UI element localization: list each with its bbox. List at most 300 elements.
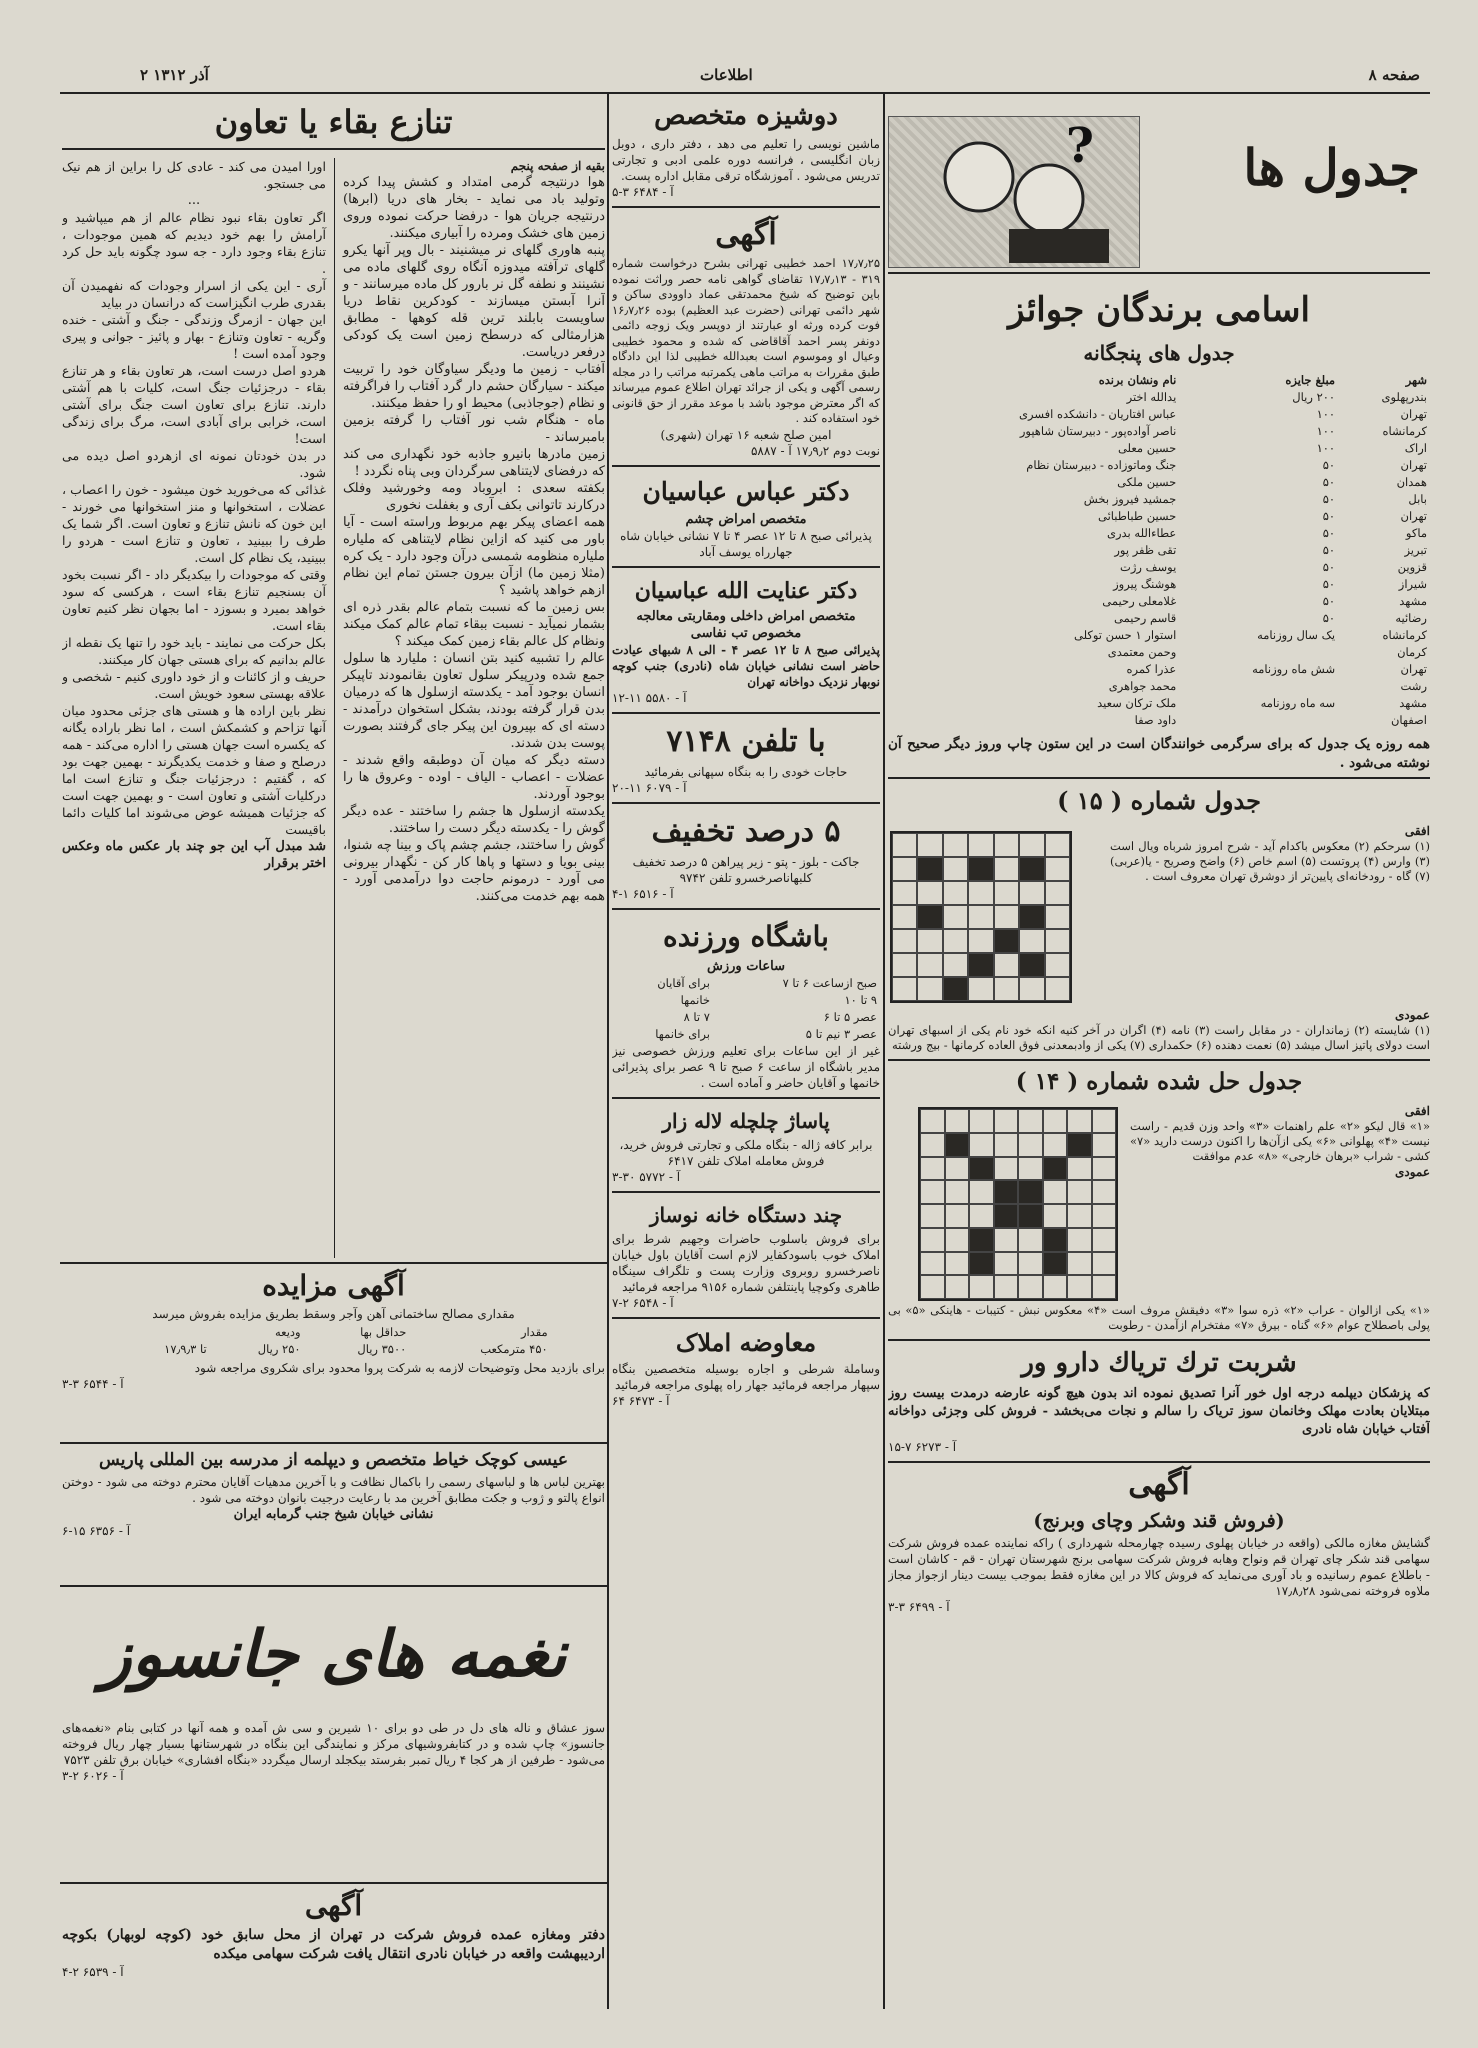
winners-cell: قزوین (1397, 560, 1427, 574)
crossword-cell[interactable] (917, 857, 942, 881)
article-column-right (343, 158, 605, 905)
crossword-cell[interactable] (1045, 857, 1070, 881)
crossword-cell (1067, 1204, 1092, 1228)
article-para: همه اعضای پیکر بهم مربوط وراسته است - آیا باور می کنید که ازاین نظام لایتناهی که ملیاره ملیاره منظومه شمسی درآن وجود دارد - یک کره (مثلا زمین ما) ازآن بیرون جستن تمام این نظام ازهم خواهد پاشید ؟ (343, 515, 605, 598)
crossword-cell (1067, 1133, 1092, 1157)
crossword-cell (969, 1252, 994, 1276)
winners-cell: مشهد (1399, 696, 1427, 710)
auction-h1: مقدار (520, 1325, 548, 1339)
crossword-cell (1067, 1157, 1092, 1181)
ad-secretary-body: ماشین نویسی را تعلیم می دهد ، دفتر داری ، دوبل زبان انگلیسی ، فرانسه دوره علمی ادبی و تجارتی تدریس می‌شود . آموزشگاه ترقی مقابل اداره پست. (612, 137, 880, 183)
gym-cell: برای آقایان (657, 975, 710, 990)
crossword-cell[interactable] (917, 977, 942, 1001)
winners-h-city: شهر (1405, 373, 1427, 387)
ad-sugar (888, 1463, 1430, 1615)
ad-inheritance-title: آگهی (715, 217, 777, 252)
crossword-cell[interactable] (943, 977, 968, 1001)
ad-doctor-enayat-title: دکتر عنایت الله عباسیان (634, 577, 858, 604)
crossword-cell[interactable] (892, 929, 917, 953)
crossword-cell[interactable] (1019, 977, 1044, 1001)
winners-row (888, 542, 1430, 559)
gym-cell: عصر ۳ نیم تا ۵ (805, 1026, 877, 1041)
crossword-cell[interactable] (943, 857, 968, 881)
winners-cell: قاسم رحیمی (1113, 611, 1177, 625)
faces-illustration-icon (889, 117, 1139, 267)
ad-doctor-abbas-body: پذیرائی صبح ۸ تا ۱۲ عصر ۴ تا ۷ نشانی خیابان شاه جهارراه یوسف آباد (620, 528, 872, 559)
ad-gym (612, 908, 880, 1091)
crossword-cell[interactable] (1019, 833, 1044, 857)
cw15-across-clues: (۱) سرحکم (۲) معکوس باکدام آید - شرح امروز شرباه ویال است (۳) وارس (۴) پروتست (۵) اسم خاص (۶) واضح وصریح - یا(عربی) (۷) گاه - رودخانه‌ای پایین‌تر از دوشرق تهران معروف است . (1110, 839, 1430, 883)
winners-cell: عباس افتاریان - دانشکده افسری (1019, 407, 1177, 421)
divider (888, 1059, 1430, 1061)
crossword-cell[interactable] (968, 977, 993, 1001)
ad-doctor-enayat-code: آ - ۵۵۸۰ ۱۱-۱۲ (612, 690, 687, 705)
crossword-cell[interactable] (994, 905, 1019, 929)
crossword-cell[interactable] (917, 953, 942, 977)
ad-sugar-title: آگهی (1128, 1467, 1190, 1502)
crossword-cell[interactable] (892, 857, 917, 881)
crossword-cell[interactable] (994, 953, 1019, 977)
crossword-cell (969, 1157, 994, 1181)
header-rule (60, 92, 1430, 94)
winners-row (888, 406, 1430, 423)
winners-cell: ۵۰ (1322, 492, 1336, 506)
ad-property-swap-title: معاوضه املاک (675, 1327, 817, 1357)
cw15-down-label: عمودی (1394, 1008, 1430, 1022)
crossword-cell (945, 1275, 970, 1299)
crossword-cell (1018, 1180, 1043, 1204)
winners-cell: حسین ملکی (1117, 475, 1177, 489)
crossword-cell (1067, 1252, 1092, 1276)
ad-secretary-title: دوشیزه متخصص (654, 101, 838, 131)
ad-property-swap-body: وساملة شرطی و اجاره بوسیله متخصصین بنگاه سپهار مراجعه فرمائید جهار راه پهلوی مراجعه فرمائید (612, 1361, 880, 1392)
crossword-cell (1092, 1228, 1117, 1252)
puzzle-banner (888, 96, 1430, 272)
ad-houses (612, 1191, 880, 1311)
ad-passage-title: پاساژ چلچله لاله زار (662, 1108, 830, 1133)
crossword-cell (969, 1228, 994, 1252)
winners-cell: کرمان (1397, 645, 1427, 659)
crossword-cell (1092, 1157, 1117, 1181)
winners-cell: تهران (1400, 407, 1427, 421)
crossword-cell[interactable] (968, 857, 993, 881)
article-para: حریف و از کائنات و از خود داوری کنیم - شخصی و علاقه بهستی سعود خویش است. (62, 669, 326, 701)
crossword-cell[interactable] (1045, 881, 1070, 905)
ad-tailor-addr: نشانی خیابان شیخ جنب گرمابه ایران (233, 1507, 434, 1522)
ad-doctor-abbas-title: دکتر عباس عباسیان (642, 476, 850, 506)
crossword-cell[interactable] (968, 929, 993, 953)
header-date: ۲ آذر ۱۳۱۲ (140, 66, 209, 84)
ad-gym-sub: ساعات ورزش (706, 958, 786, 974)
puzzle-column (888, 96, 1430, 2008)
crossword-cell[interactable] (1019, 953, 1044, 977)
section-rule-3 (60, 1585, 607, 1587)
winners-cell: هوشنگ پیروز (1113, 577, 1177, 591)
article-para: اورا امیدن می کند - عادی کل را براین از هم نیک می جستجو. (62, 159, 326, 191)
winners-cell: ۵۰ (1322, 526, 1336, 540)
ad-inheritance-body: ۱۷٫۷٫۲۵ احمد خطیبی تهرانی بشرح درخواست شماره ۳۱۹ - ۱۷٫۷٫۱۳ تقاضای گواهی نامه حصر وراثت نموده باین توضیح که شیخ محمدتقی عماد داوودی ساکن و شهر دائمی تهرانی (حضرت عبد العظیم) بوده ۱۶٫۷٫۲۶ فوت کرده ورثه او عبارتند از دوپسر ویک زوجه دائمی دونفر پسر احمد آقاقاضی که شده و محمود خطیبی وعیال او وموسوم است بعبدالله خطیبی لذا این دادگاه طبق مقررات به مراتب ماهی یکمرتبه مراتب را در مجله رسمی آگهی و یکی از جرائد تهران اطلاع عموم میرساند که اگر معترض موجود باشد با موعد مقرر از حق قانونی خود استفاده کند . (612, 256, 880, 425)
crossword-cell (1092, 1109, 1117, 1133)
winners-row (888, 389, 1430, 406)
crossword-cell[interactable] (994, 833, 1019, 857)
crossword-cell[interactable] (943, 833, 968, 857)
winners-cell: ناصر آواده‌پور - دبیرستان شاهپور (1019, 424, 1177, 438)
crossword-cell[interactable] (892, 977, 917, 1001)
winners-title: اسامی برندگان جوائز (1008, 290, 1310, 330)
crossword-cell (1092, 1275, 1117, 1299)
ad-opium-code: آ - ۶۲۷۳ ۷-۱۵ (888, 1440, 957, 1454)
article-para: آری - این یکی از اسرار وجودات که نفهمیدن آن بقدری طرب انگیزاست که درانسان در بیاید (62, 278, 326, 310)
crossword-cell[interactable] (892, 833, 917, 857)
puzzle-note: همه روزه یک جدول که برای سرگرمی خوانندگان است در این ستون چاپ وروز دیگر صحیح آن نوشته می‌شود . (888, 736, 1430, 771)
ad-store-title: آگهی (304, 1889, 363, 1922)
cw14-across-label: افقی (1404, 1104, 1430, 1118)
ad-auction-title: آگهی مزایده (262, 1269, 405, 1302)
winners-cell: مشهد (1399, 594, 1427, 608)
winners-cell: حسین معلی (1117, 441, 1177, 455)
crossword-cell (1018, 1275, 1043, 1299)
crossword-cell (945, 1252, 970, 1276)
crossword-cell[interactable] (1045, 833, 1070, 857)
crossword-cell (994, 1180, 1019, 1204)
winners-cell: ۱۰۰ (1316, 407, 1336, 421)
crossword-cell (1043, 1275, 1068, 1299)
crossword-cell[interactable] (994, 977, 1019, 1001)
auction-c3: ۲۵۰ ریال (257, 1342, 301, 1356)
crossword-cell[interactable] (994, 929, 1019, 953)
crossword-cell[interactable] (1019, 881, 1044, 905)
crossword-cell[interactable] (892, 953, 917, 977)
crossword-cell (994, 1157, 1019, 1181)
ad-property-swap-code: آ - ۶۴۷۳ ۶۴ (612, 1393, 670, 1408)
winners-cell (1179, 644, 1338, 661)
divider (888, 1339, 1430, 1341)
inner-rule (334, 158, 335, 1258)
article-para: پنبه هاوری گلهای نر میشنیند - بال وپر آنها یکرو گلهای ترآفته میدوزه آنگاه روی گلهای ماده می نشینند و نطفه گل نر بارور کل ماده میرسانند - و آنرا آبستن میسازند - کودکرین نقاط دریا ساویست بابلند ترین قله کوهها - مطابق هزارمثالی که درسطح زمین است یک کودکی درفعر دریاست. (343, 243, 605, 360)
ad-sugar-sub: (فروش قند وشکر وچای وبرنج) (1033, 1510, 1285, 1532)
ad-store (62, 1886, 605, 2006)
article-para: هوا درنتیجه گرمی امتداد و کشش پیدا کرده وتولید باد می نماید - بخار های دریا (ابرها) درنتیجه جریان هوا - درفضا حرکت نموده وروی زمین های خشک ومرده را آبیاری میکنند. (343, 175, 605, 241)
divider (888, 777, 1430, 779)
winners-cell: ۵۰ (1322, 509, 1336, 523)
article-para: هردو اصل درست است، هر تعاون بقاء و هر تنازع بقاء - درجزئیات جنگ است، کلیات با هم آشتی دارند. تنازع برای تعاون است جنگ برای آشتی است، خرابی برای آبادی است، مرگ برای زندگی است! (62, 363, 326, 446)
ad-auction-code: آ - ۶۵۴۴ ۳-۳ (62, 1377, 124, 1391)
crossword-cell (1018, 1109, 1043, 1133)
winners-subtitle: جدول های پنجگانه (1083, 341, 1235, 365)
crossword-cell[interactable] (968, 953, 993, 977)
ad-discount-body: جاکت - بلوز - پتو - زیر پیراهن ۵ درصد تخفیف کلبهاناصرخسرو تلفن ۹۷۴۲ (632, 854, 860, 885)
winners-row (888, 644, 1430, 661)
crossword-cell[interactable] (994, 857, 1019, 881)
article-para: بکل حرکت می نمایند - باید خود را تنها یک نقطه از عالم بدانیم که برای هستی جهان کار میکنند. (62, 635, 326, 667)
crossword-cell (920, 1204, 945, 1228)
crossword-cell[interactable] (1045, 953, 1070, 977)
crossword-cell[interactable] (917, 905, 942, 929)
divider (888, 1461, 1430, 1463)
winners-cell: تقی ظفر پور (1114, 543, 1177, 557)
crossword-cell (969, 1204, 994, 1228)
crossword-cell (1092, 1252, 1117, 1276)
winners-cell (1179, 712, 1338, 729)
winners-row (888, 508, 1430, 525)
section-rule-1 (60, 1262, 607, 1264)
crossword-cell[interactable] (917, 881, 942, 905)
crossword-cell[interactable] (1019, 929, 1044, 953)
ad-doctor-enayat-sub: متخصص امراض داخلی ومقاربتی معالجه مخصوص تب نفاسی (636, 608, 856, 641)
ad-inheritance (612, 206, 880, 459)
crossword-cell (1043, 1204, 1068, 1228)
winners-cell: تهران (1400, 509, 1427, 523)
winners-cell: بابل (1408, 492, 1427, 506)
page-number: صفحه ۸ (1368, 66, 1420, 84)
crossword-cell[interactable] (943, 905, 968, 929)
ad-discount-code: آ - ۶۵۱۶ ۱-۴ (612, 886, 674, 901)
puzzle-section-title: جدول ها (1243, 138, 1420, 197)
winners-cell: جمشید فیروز بخش (1083, 492, 1177, 506)
continued-note: بقیه از صفحه پنجم (510, 159, 605, 173)
crossword-cell[interactable] (943, 953, 968, 977)
winners-cell: ۵۰ (1322, 594, 1336, 608)
article-para: بس زمین ما که نسبت بتمام عالم بقدر ذره ای بشمار نمیآید - نسبت ببقاء تمام عالم کمک میکند ونظام کل عالم بقاء زمین کمک میکند ؟ (343, 600, 605, 649)
ad-discount (612, 802, 880, 902)
ad-passage-code: آ - ۵۷۷۲ ۳۰-۳ (612, 1169, 681, 1184)
crossword-cell[interactable] (1019, 857, 1044, 881)
middle-column (612, 96, 880, 2008)
gym-cell: خانمها (680, 992, 710, 1007)
winners-cell: تبریز (1404, 543, 1427, 557)
winners-cell: همدان (1396, 475, 1427, 489)
winners-cell: ۵۰ (1322, 475, 1336, 489)
crossword-cell (1018, 1228, 1043, 1252)
ad-songs (62, 1590, 605, 1880)
ad-tailor-title: عیسی کوچک خیاط متخصص و دیپلمه از مدرسه بین المللی پاریس (99, 1450, 568, 1470)
winners-cell: وحمن معتمدی (1107, 645, 1177, 659)
auction-h3: ودیعه (274, 1325, 301, 1339)
crossword-cell (945, 1133, 970, 1157)
section-rule-2 (60, 1442, 607, 1444)
crossword-cell[interactable] (943, 881, 968, 905)
crossword-cell (1018, 1204, 1043, 1228)
cw15-across-label: افقی (1404, 824, 1430, 838)
article-column-left (62, 158, 326, 872)
ad-gym-title: باشگاه ورزنده (663, 919, 829, 953)
ad-auction-body: مقداری مصالح ساختمانی آهن وآجر وسقط بطریق مزایده بفروش میرسد (152, 1307, 515, 1321)
winners-cell: عذرا کمره (1126, 662, 1177, 676)
crossword-cell (945, 1228, 970, 1252)
crossword-cell[interactable] (968, 905, 993, 929)
winners-row (888, 474, 1430, 491)
column-rule-1 (607, 94, 609, 2009)
crossword-cell (1067, 1228, 1092, 1252)
crossword-cell (1018, 1133, 1043, 1157)
crossword14-clues (1130, 1103, 1430, 1180)
winners-cell: تهران (1400, 662, 1427, 676)
winners-row (888, 678, 1430, 695)
crossword-cell[interactable] (892, 881, 917, 905)
crossword-cell[interactable] (968, 881, 993, 905)
winners-row (888, 661, 1430, 678)
ad-tailor-code: آ - ۶۳۵۶ ۱۵-۶ (62, 1524, 131, 1538)
winners-row (888, 627, 1430, 644)
winners-cell: یوسف رژت (1120, 560, 1177, 574)
crossword15-grid[interactable] (890, 831, 1072, 1003)
winners-row (888, 525, 1430, 542)
winners-cell: ۵۰ (1322, 611, 1336, 625)
ad-store-body: دفتر ومغازه عمده فروش شرکت در تهران از محل سابق خود (کوچه لوبهار) بکوچه اردیبهشت واقعه در خیابان نادری انتقال یافت شرکت سهامی میکده (62, 1927, 605, 1962)
cw14-down-label: عمودی (1394, 1165, 1430, 1179)
ad-discount-title: ۵ درصد تخفیف (651, 813, 841, 849)
article-para: گوش را ساختند، جشم چشم پاک و بینا چه شنوا، بینی بویا و دستها و پاها کار کن - نگهدار بیرونی می آورد - درمونم حاجت دوا درآمدمی آورد - همه بهم خدمت می‌کنند. (343, 838, 605, 904)
winners-cell: استوار ۱ حسن توکلی (1074, 628, 1177, 642)
section-rule-4 (60, 1882, 607, 1884)
crossword-cell (1067, 1109, 1092, 1133)
crossword-cell (994, 1133, 1019, 1157)
crossword-cell (1043, 1228, 1068, 1252)
gym-cell: عصر ۵ تا ۶ (823, 1009, 877, 1024)
ad-opium (888, 1341, 1430, 1455)
crossword-cell (1067, 1275, 1092, 1299)
winners-row (888, 593, 1430, 610)
gym-cell: صبح ازساعت ۶ تا ۷ (782, 975, 877, 990)
gym-cell: برای خانمها (655, 1026, 710, 1041)
ad-auction-note: برای بازدید محل وتوضیحات لازمه به شرکت پروا محدود برای شکروی مراجعه شود (194, 1361, 605, 1375)
crossword-cell[interactable] (1045, 977, 1070, 1001)
winners-cell: جنگ وماتوزاده - دبیرستان نظام (1026, 458, 1177, 472)
winners-cell: حسین طباطبائی (1098, 509, 1177, 523)
svg-text:?: ? (1065, 118, 1094, 174)
crossword-cell (1018, 1252, 1043, 1276)
column-rule-2 (883, 94, 885, 2009)
crossword-cell[interactable] (943, 929, 968, 953)
crossword-cell (1092, 1180, 1117, 1204)
auction-c1: ۴۵۰ مترمکعب (480, 1342, 548, 1356)
crossword-cell (1092, 1133, 1117, 1157)
crossword-cell (920, 1133, 945, 1157)
ad-secretary (612, 96, 880, 200)
crossword-cell (994, 1275, 1019, 1299)
crossword-cell (945, 1180, 970, 1204)
winners-cell: ۲۰۰ ریال (1292, 390, 1336, 404)
crossword-cell[interactable] (968, 833, 993, 857)
winners-cell: اراک (1404, 441, 1427, 455)
winners-cell: کرمانشاه (1382, 424, 1427, 438)
ad-tailor (62, 1446, 605, 1582)
winners-cell: رشت (1400, 679, 1427, 693)
winners-cell: ماکو (1405, 526, 1427, 540)
gym-hours-table (612, 975, 880, 1043)
winners-cell: یدالله اختر (1126, 390, 1177, 404)
gym-cell: ۷ تا ۸ (683, 1009, 710, 1024)
crossword-cell (994, 1228, 1019, 1252)
ad-property-swap (612, 1317, 880, 1409)
winners-cell: شیراز (1398, 577, 1427, 591)
auction-c2: ۳۵۰۰ ریال (357, 1342, 407, 1356)
ad-houses-body: برای فروش باسلوب حاضرات وجهیم شرط برای املاک خوب باسودکفایر لازم است آقایان باول خیابان ناصرخسرو روبروی وزارت پست و تلگراف سینگاه طاهری وکوچیا پاینتلفن شماره ۹۱۵۶ مراجعه فرمائید (612, 1231, 880, 1294)
article-para: نظر باین اراده ها و هستی های جزئی محدود میان آنها تزاحم و کشمکش است ، اما نظر باراده یگانه که یکسره است جهان هستی را اداره می‌کند - همه درصلح و صفا و خدمت یکدیگرند - بهمین جهت بود که ، گفتیم : درجزئیات جنگ و تنازع است اما درکلیات آشتی و تعاون است - و بهمین جهت است که جزئیات همیشه عوض می‌شوند اما کلیات دائما باقیست (62, 703, 326, 837)
crossword-cell (920, 1109, 945, 1133)
article-para: اگر تعاون بقاء نبود نظام عالم از هم میپاشید و آرامش را بهم خود دیدیم که همین موجودات ، تنازع بقاء وجود دارد - جه سود چگونه باید حل کرد . (62, 210, 326, 276)
crossword-cell[interactable] (1019, 905, 1044, 929)
winners-cell: شش ماه روزنامه (1252, 662, 1336, 676)
ad-store-code: آ - ۶۵۳۹ ۲-۴ (62, 1965, 124, 1979)
crossword15 (888, 823, 1430, 1007)
winners-row (888, 440, 1430, 457)
crossword-cell[interactable] (1045, 905, 1070, 929)
winners-cell: کرمانشاه (1382, 628, 1427, 642)
article-para: زمین مادرها بانیرو جاذبه خود نگهداری می کند که درفضای لایتناهی سرگردان وبی پناه نگردد ! (343, 447, 605, 479)
crossword-cell[interactable] (917, 929, 942, 953)
winners-cell: ۱۰۰ (1316, 441, 1336, 455)
crossword-cell (1018, 1157, 1043, 1181)
winners-row (888, 695, 1430, 712)
ad-songs-code: آ - ۶۰۲۶ ۲-۳ (62, 1769, 124, 1783)
winners-cell: ۱۰۰ (1316, 424, 1336, 438)
winners-cell: اصفهان (1390, 713, 1427, 727)
poem-line: شد مبدل آب این جو چند بار عکس ماه وعکس اختر برقرار (62, 839, 326, 871)
winners-cell (1179, 678, 1338, 695)
ad-sugar-code: آ - ۶۴۹۹ ۳-۳ (888, 1600, 950, 1614)
winners-cell: تهران (1400, 458, 1427, 472)
winners-cell: بندرپهلوی (1381, 390, 1427, 404)
winners-cell: سه ماه روزنامه (1260, 696, 1336, 710)
crossword-cell (1043, 1252, 1068, 1276)
crossword-cell (920, 1252, 945, 1276)
winners-cell: ۵۰ (1322, 543, 1336, 557)
ad-passage (612, 1097, 880, 1185)
ad-doctor-enayat (612, 566, 880, 706)
divider (888, 272, 1430, 274)
winners-table (888, 372, 1430, 729)
paper-name: اطلاعات (700, 66, 753, 84)
ad-doctor-enayat-body: پذیرائی صبح ۸ تا ۱۲ عصر ۴ - الی ۸ شبهای عیادت حاضر است نشانی خیابان شاه (نادری) جنب کوچه نوبهار نزدیک دواخانه تهران (612, 642, 880, 689)
cw14-across-clues: «۱» قال لیکو «۲» علم راهنمات «۳» واحد وزن قدیم - راست نیست «۴» پهلوانی «۶» یکی ازآن‌ها را اکنون درست دارید «۷» کشی - شراب «برهان خارجی» «۸» عدم موافقت (1130, 1119, 1430, 1163)
article-para: بکفته سعدی : ابروباد ومه وخورشید وفلک درکارند تاتوانی بکف آری و بغفلت نخوری (343, 481, 605, 513)
crossword-cell[interactable] (1045, 929, 1070, 953)
article-para: ... (187, 193, 201, 208)
ad-telephone (612, 712, 880, 796)
winners-cell: داود صفا (1134, 713, 1177, 727)
crossword-cell[interactable] (892, 905, 917, 929)
crossword-cell[interactable] (917, 833, 942, 857)
crossword-cell (994, 1252, 1019, 1276)
auction-h2: حداقل بها (360, 1325, 407, 1339)
crossword-cell (920, 1180, 945, 1204)
crossword-cell (1067, 1180, 1092, 1204)
ad-opium-body: که پزشکان دیپلمه درجه اول خور آنرا تصدیق نموده اند بدون هیچ گونه عارضه درمدت بیست روز مبتلایان بعادت مهلک وخانمان سوز تریاک را سالم و نجات می‌بخشد - فروش کلی وجزئی دواخانه آفتاب خیابان شاه نادری (888, 1386, 1430, 1437)
winners-row (888, 423, 1430, 440)
winners-row (888, 712, 1430, 729)
winners-row (888, 491, 1430, 508)
crossword-cell (969, 1180, 994, 1204)
crossword-cell[interactable] (994, 881, 1019, 905)
ad-houses-title: چند دستگاه خانه نوساز (649, 1202, 843, 1227)
winners-row (888, 576, 1430, 593)
crossword-cell (920, 1228, 945, 1252)
ad-gym-body: غیر از این ساعات برای تعلیم ورزش خصوصی نیز مدیر باشگاه از ساعت ۶ صبح تا ۹ عصر برای پذیرائی خانمها و آقایان حاضر و آماده است . (612, 1043, 880, 1090)
gym-cell: ۹ تا ۱۰ (844, 992, 877, 1007)
crossword-cell (945, 1109, 970, 1133)
crossword-cell (1092, 1204, 1117, 1228)
ad-doctor-abbas-sub: متخصص امراض چشم (685, 511, 807, 527)
cw14-down-clues: «۱» یکی ازالوان - عراب «۲» ذره سوا «۳» دفیقش مروف است «۴» معکوس نبش - کتیبات - هاینکی «۵» بی پولی باصطلاح عوام «۶» گناه - بیرق «۷» مفتخرام ازآمدن - رطوبت (888, 1303, 1430, 1332)
ad-opium-title: شربت ترك ترياك دارو ور (1021, 1348, 1297, 1378)
article-para: در بدن خودتان نمونه ای ازهردو اصل دیده می شود. (62, 448, 326, 480)
article-para: وقتی که موجودات را بیکدیگر داد - اگر نسبت بخود آن بسنجیم تنازع بقاء است ، هرکسی که سود خواهد بمیرد و بسوزد - اما بجهان نظر کنیم تعاون بقاء است. (62, 567, 326, 633)
crossword14-title: جدول حل شده شماره ( ۱۴ ) (1015, 1068, 1303, 1095)
article-title: تنازع بقاء یا تعاون (62, 96, 605, 150)
winners-cell: یک سال روزنامه (1257, 628, 1336, 642)
winners-cell: ۵۰ (1322, 560, 1336, 574)
